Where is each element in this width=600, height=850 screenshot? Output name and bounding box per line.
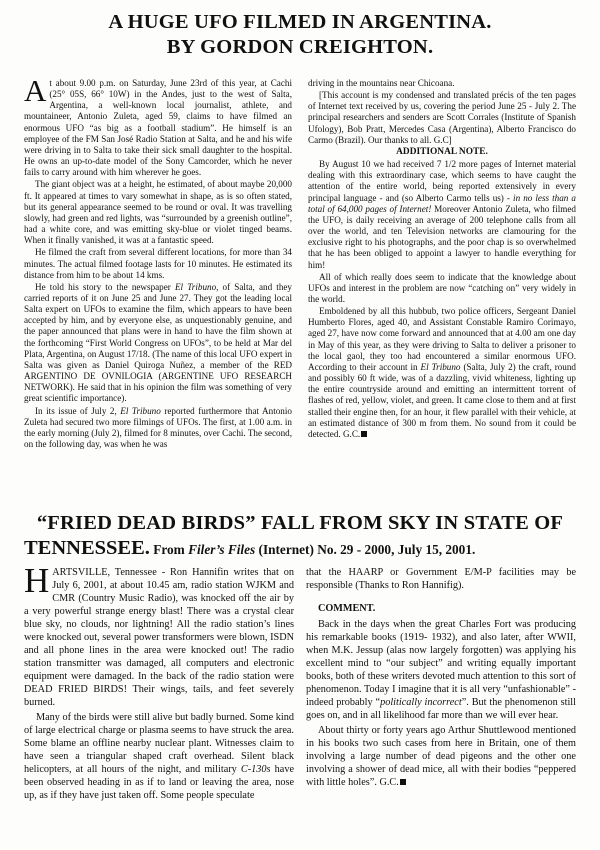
article2-title (24, 511, 576, 562)
article2-left-column (24, 561, 294, 803)
paragraph: About thirty or forty years ago Arthur Shuttlewood mentioned in his books two such cases from here in Britain, one of them involving a large number of dead pigeons and the other one involving a shower of dead mice, all with their bodies “peppered with little holes”. G.C. (306, 724, 576, 788)
paragraph: Emboldened by all this hubbub, two police officers, Sergeant Daniel Humberto Flores, aged 40, and Assistant Constable Ramiro Corimayo, aged 27, have now come forward and announced that at 4.00 am one day in May of this year, as they were driving to Salta to deliver a prisoner to the local gaol, they too had encountered a similar enormous UFO. According to their account in El Tribuno (Salta, July 2) the craft, round and possibly 60 ft wide, was of a dazzling, vivid whiteness, lighting up the entire countryside around and emitting an intermittent torrent of flashes of red, yellow, violet, and green. It came close to them and at first stalled their engine then, for an hour, it flew parallel with their vehicle, at an estimated distance of 300 m from them. No sound from it could be detected. G.C. (308, 306, 576, 439)
article1-right-column (308, 78, 576, 441)
paragraph: that the HAARP or Government E/M-P facilities may be responsible (Thanks to Ron Hannifig). (306, 567, 576, 592)
paragraph: By August 10 we had received 7 1/2 more pages of Internet material dealing with this extraordinary case, which seems to have caught the attention of the entire world, being reported extensively in every principal language - and (so Alberto Carmo tells us) - in no less than a total of 64,000 pages of Internet! Moreover Antonio Zuleta, who filmed the UFO, is daily receiving an average of 200 telephone calls from all over the world, and ten Television networks are clamouring for the exclusive right to his photographs, and the poor chap is so overwhelmed that he has been obliged to appoint a lawyer to handle everything for him! (308, 159, 576, 270)
article1-title (24, 10, 576, 60)
paragraph: Many of the birds were still alive but badly burned. Some kind of large electrical charge or plasma seems to have struck the area. Some blame an offline nearby nuclear plant. Witnesses claim to have seen a triangular shaped craft overhead. Silent black helicopters, at all hours of the night, and military C-130s have been observed heading in as if to land or leaving the area, nose up, as if they have just taken off. Some people speculate (24, 711, 294, 801)
drop-cap: H (24, 561, 50, 600)
article1-left-column (24, 73, 292, 451)
article2-title-line2: TENNESSEE. From Filer’s Files (Internet) No. 29 - 2000, July 15, 2001. (24, 537, 476, 559)
article2-title-line1: “FRIED DEAD BIRDS” FALL FROM SKY IN STATE OF (36, 512, 564, 534)
paragraph: He told his story to the newspaper El Tribuno, of Salta, and they carried reports of it on June 25 and June 27. They got the leading local Salta expert on UFOs to examine the film, which appears to have been accepted by him, and by everyone else, as unquestionably genuine, and the paper announced that plans were in hand to have the film shown at the forthcoming “First World Congress on UFOs”, to be held at Mar del Plata, Argentina, on August 17/18. (The name of this local UFO expert in Salta was given as Daniel Quiroga Nuñez, a member of the RED ARGENTINO DE OVNILOGIA (ARGENTINE UFO RESEARCH NETWORK). He said that in his opinion the film was something of very great scientific importance). (24, 281, 292, 404)
article2-body (24, 561, 576, 846)
paragraph: In its issue of July 2, El Tribuno reported furthermore that Antonio Zuleta had secured two more filmings of UFOs. The first, at 1.00 a.m. in the early morning (July 2), filmed for 8 minutes, over Cachi. The second, on the following day, was when he was (24, 405, 292, 449)
article2-right-column (306, 566, 576, 790)
paragraph: [This account is my condensed and translated précis of the ten pages of Internet text received by us, covering the period June 25 - July 2. The principal researchers and senders are Scott Corrales (Institute of Spanish Ufology), Bob Pratt, Mercedes Casa (Argentina), Alberto Francisco do Carmo (Brazil). Our thanks to all. G.C] (308, 90, 576, 145)
end-mark-icon (400, 779, 406, 785)
paragraph: Back in the days when the great Charles Fort was producing his remarkable books (1919- 1932), and also later, after WWII, when M.K. Jessup (alas now largely forgotten) was applying his excellent mind to “our subject” and writing equally important books, both of these writers devoted much attention to this sort of phenomenon. Today I imagine that it is all very “unfashionable” - indeed probably “politically incorrect”. But the phenomenon still goes on, and in all likelihood far more than we will ever hear. (306, 619, 576, 722)
paragraph: He filmed the craft from several different locations, for more than 34 minutes. The actual filmed footage lasts for 10 minutes. He estimated its distance from him to be about 14 kms. (24, 247, 292, 280)
section-heading: ADDITIONAL NOTE. (396, 146, 488, 157)
paragraph: All of which really does seem to indicate that the knowledge about UFOs and interest in the problem are now “catching on” very widely in the world. (308, 271, 576, 304)
paragraph: HARTSVILLE, Tennessee - Ron Hannifin writes that on July 6, 2001, at about 10.45 am, radio station WJKM and CMR (Country Music Radio), was knocked off the air by a very powerful strange energy blast! There was a crystal clear blue sky, no clouds, nor lightning! All the radio station’s lines were knocked out, several power transformers were blown, ISDN and all phone lines in the area were knocked out! The radio station transmitter was damaged, all computers and electronic equipment were damaged. In the back of the radio station were DEAD FRIED BIRDS! Their wings, tails, and feet severely burned. (24, 561, 294, 709)
paragraph: driving in the mountains near Chicoana. (308, 78, 455, 88)
end-mark-icon (361, 431, 367, 437)
drop-cap: A (24, 73, 47, 108)
article2-source: From Filer’s Files (Internet) No. 29 - 2000, July 15, 2001. (149, 542, 476, 557)
article1-body (24, 73, 576, 512)
paragraph: The giant object was at a height, he estimated, of about maybe 20,000 ft. It appeared at times to vary somewhat in shape, as is so often stated, but its general appearance seemed to be round or oval. It was travelling slowly, had green and red lights, was “surrounded by a greenish outline”, had a white core, and was emitting sky-blue or violet tinged beams. When it finally vanished, it was at a fantastic speed. (24, 179, 292, 246)
section-heading: COMMENT. (318, 603, 376, 615)
article1-title-line2: BY GORDON CREIGHTON. (166, 36, 434, 58)
article1-title-line1: A HUGE UFO FILMED IN ARGENTINA. (108, 11, 492, 33)
paragraph: At about 9.00 p.m. on Saturday, June 23rd of this year, at Cachi (25° 05S, 66° 10W) in the Andes, just to the west of Salta, Argentina, a well-known local journalist, athlete, and mountaineer, Antonio Zuleta, aged 59, claims to have filmed an enormous UFO “as big as a football stadium”. He himself is an employee of the FM San José Radio Station at Salta, and he and his wife were driving in to Salta to take their sick small daughter to the hospital. He owns an up-to-date model of the Sony Camcorder, which he never fails to carry around with him wherever he goes. (24, 73, 292, 178)
